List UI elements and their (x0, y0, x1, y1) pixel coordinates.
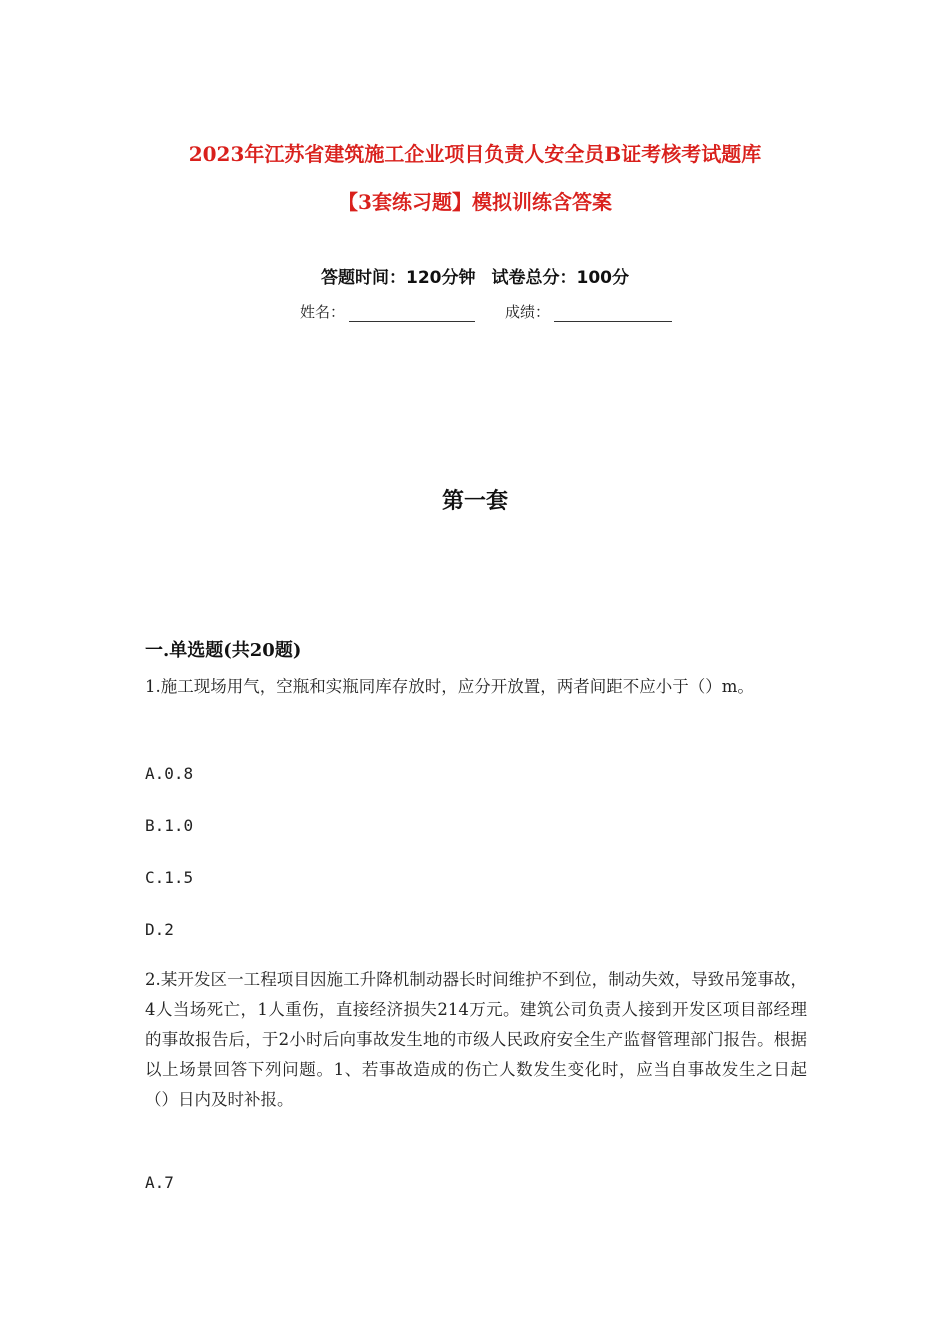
question-1-option-c: C.1.5 (145, 868, 194, 887)
question-1-option-b: B.1.0 (145, 816, 194, 835)
question-1-option-d: D.2 (145, 920, 174, 939)
section-heading: 一.单选题(共20题) (145, 640, 302, 661)
student-info-row (300, 301, 672, 322)
name-blank (349, 305, 475, 322)
score-label: 成绩： (505, 303, 551, 321)
name-label: 姓名： (300, 303, 346, 321)
exam-meta (0, 263, 950, 288)
score-blank (554, 305, 672, 322)
question-1-option-a: A.0.8 (145, 764, 194, 783)
set-title: 第一套 (441, 488, 508, 514)
document-title-line-2: 【3套练习题】模拟训练含答案 (338, 190, 612, 214)
question-2-option-a: A.7 (145, 1173, 174, 1192)
question-1-text: 1.施工现场用气，空瓶和实瓶同库存放时，应分开放置，两者间距不应小于（）m。 (145, 677, 754, 696)
question-2-text: 2.某开发区一工程项目因施工升降机制动器长时间维护不到位，制动失效，导致吊笼事故，4人当场死亡，1人重伤，直接经济损失214万元。建筑公司负责人接到开发区项目部经理的事故报告后，于2小时后向事故发生地的市级人民政府安全生产监督管理部门报告。根据以上场景回答下列问题。1、若事故造成的伤亡人数发生变化时，应当自事故发生之日起（）日内及时补报。 (145, 970, 807, 1109)
exam-time: 答题时间：120分钟 (321, 268, 476, 288)
document-title-line-1: 2023年江苏省建筑施工企业项目负责人安全员B证考核考试题库 (188, 142, 762, 166)
exam-total-score: 试卷总分：100分 (491, 268, 629, 288)
